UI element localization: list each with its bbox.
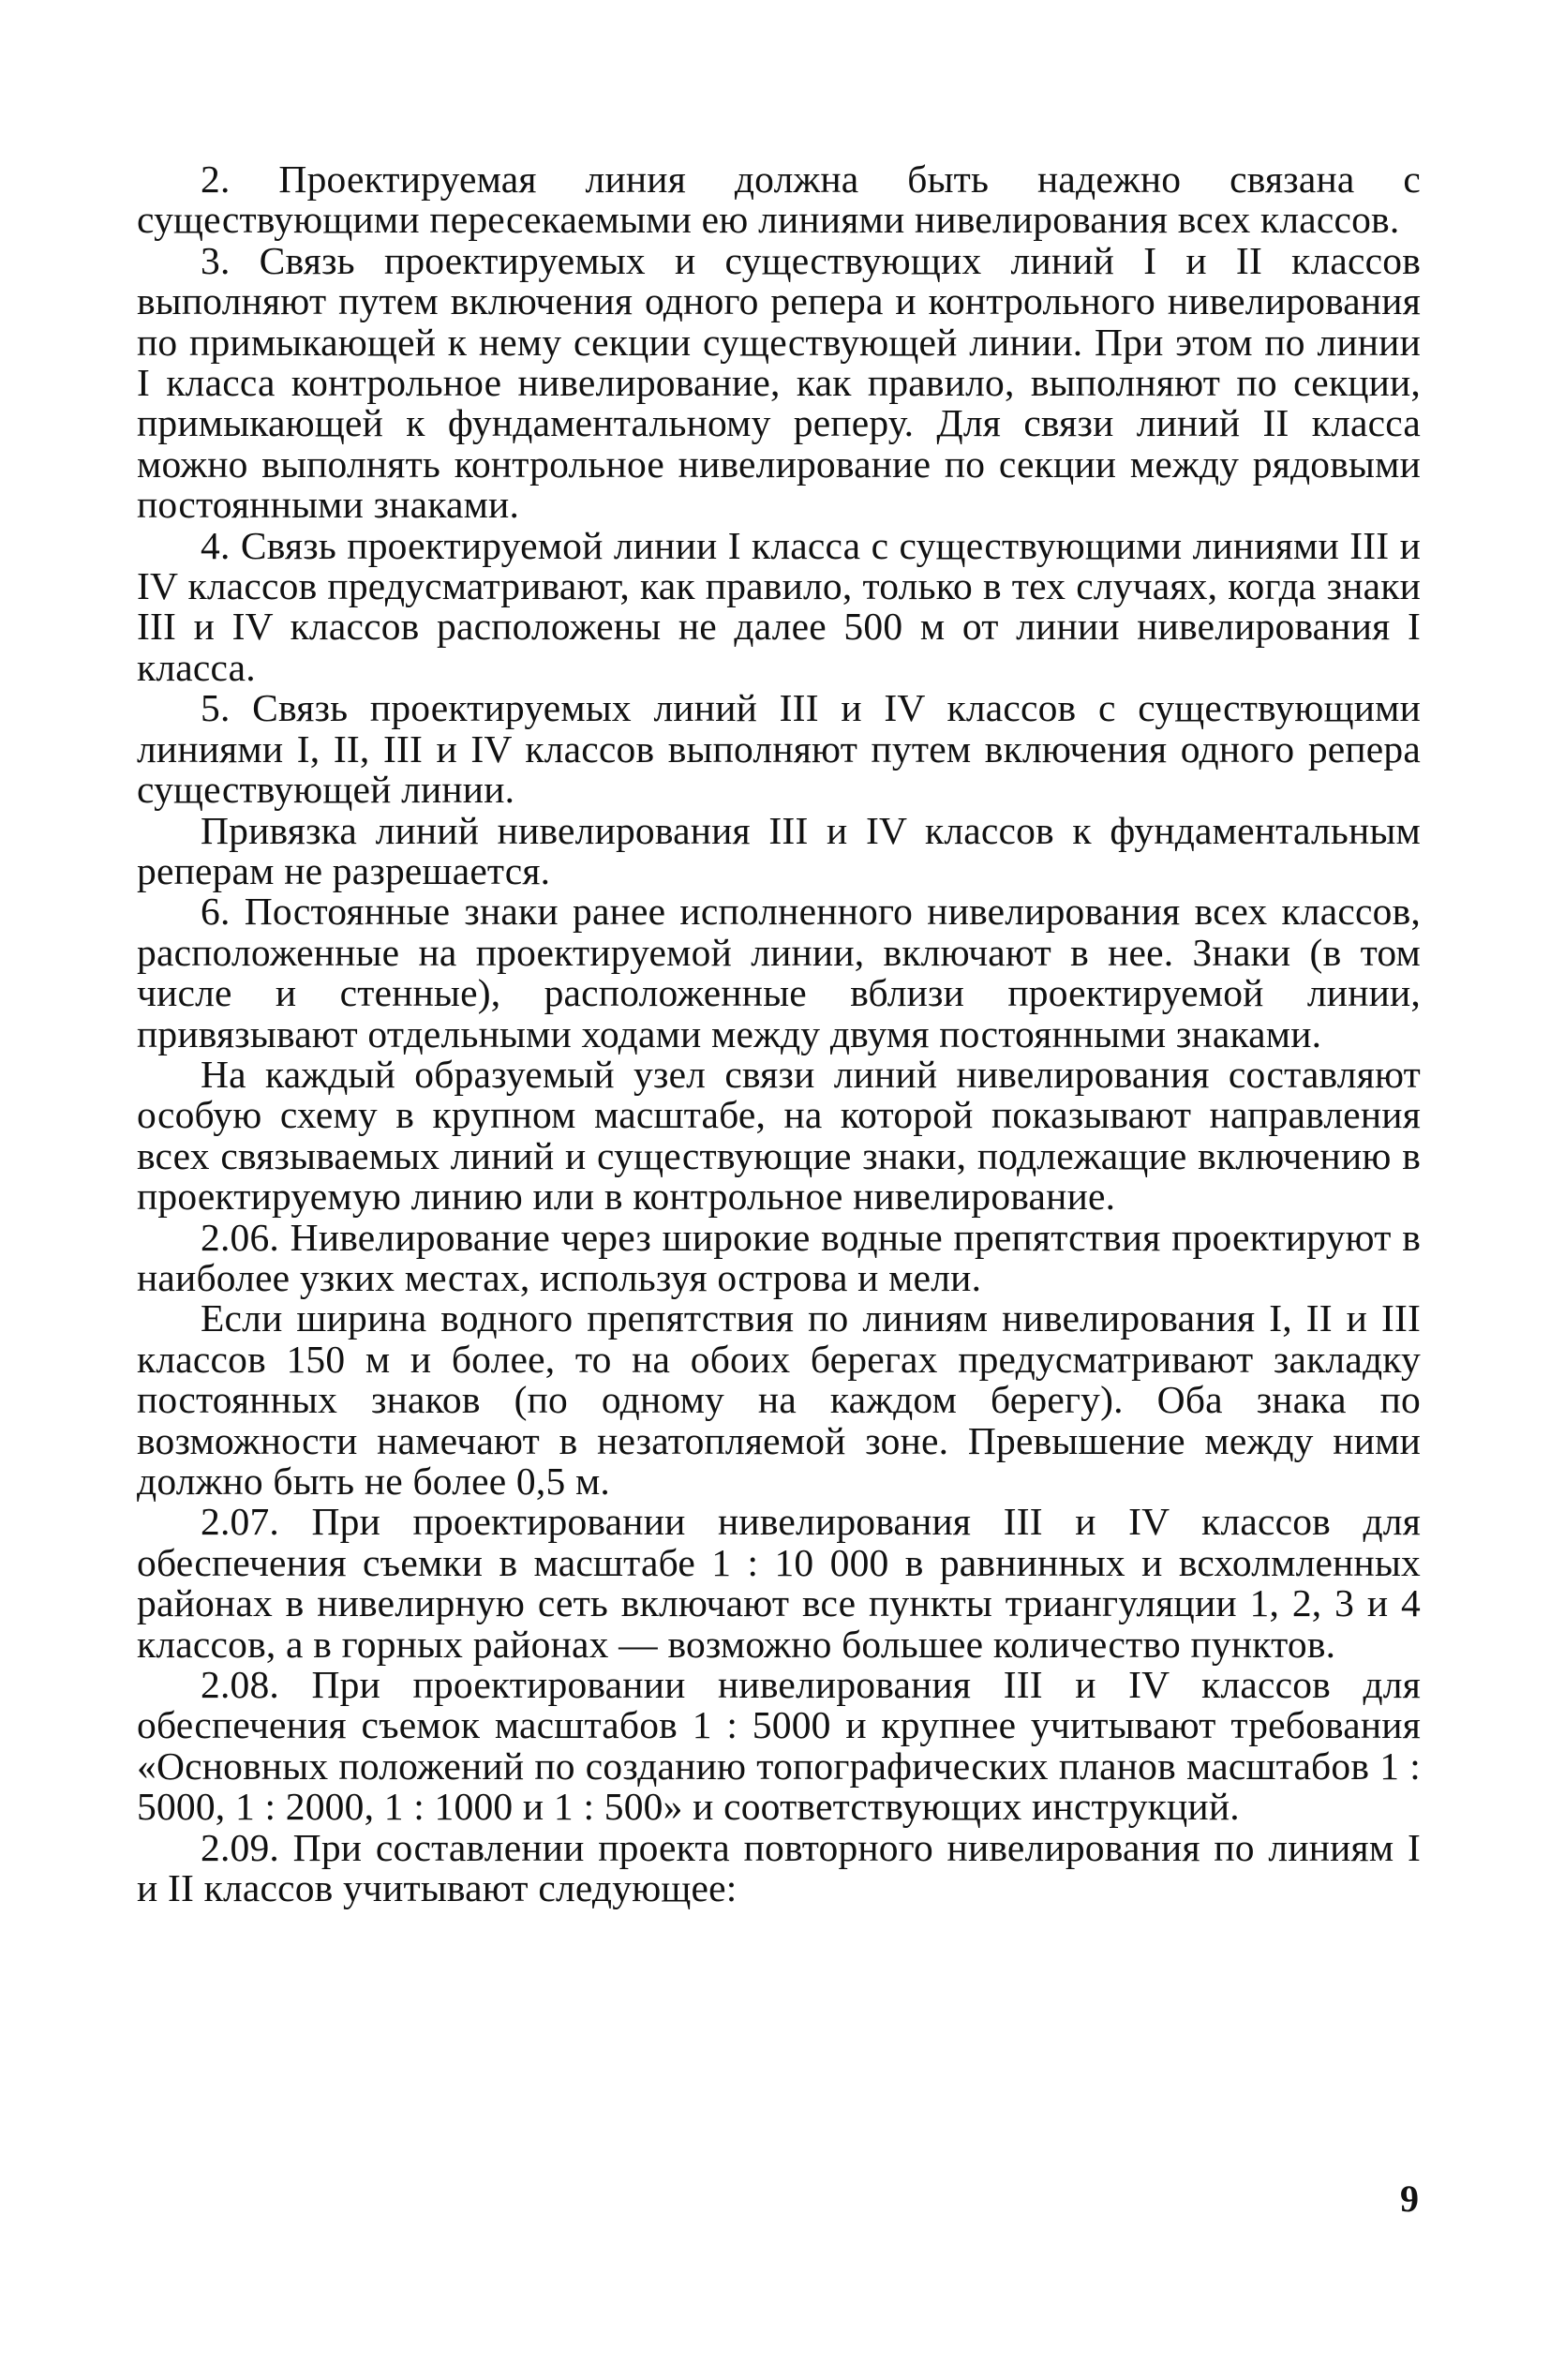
paragraph-linkage-class-1-2: 3. Связь проектируемых и существующих линий I и II классов выполняют путем включения одного репера и контрольного нивелирования по примыкающей к нему секции существующей линии. При этом по линии I класса контрольное нивелирование, как правило, выполняют по секции, примыкающей к фундаментальному реперу. Для связи линий II класса можно выполнять контрольное нивелирование по секции между рядовыми постоянными знаками.: [137, 238, 1421, 527]
paragraph-section-2-08: 2.08. При проектировании нивелирования III и IV классов для обеспечения съемок масштабов 1 : 5000 и крупнее учитывают требования «Основных положений по созданию топографических планов масштабов 1 : 5000, 1 : 2000, 1 : 1000 и 1 : 500» и соответствующих инструкций.: [137, 1663, 1421, 1829]
paragraph-node-scheme: На каждый образуемый узел связи линий нивелирования составляют особую схему в крупном масштабе, на которой показывают направления всех связываемых линий и существующие знаки, подлежащие включению в проектируемую линию или в контрольное нивелирование.: [137, 1052, 1421, 1219]
paragraph-linkage-class-3-4: 5. Связь проектируемых линий III и IV классов с существующими линиями I, II, III и IV классов выполняют путем включения одного репера существующей линии.: [137, 686, 1422, 812]
paragraph-section-2-07: 2.07. При проектировании нивелирования III и IV классов для обеспечения съемки в масштабе 1 : 10 000 в равнинных и всхолмленных районах в нивелирную сеть включают все пункты триангуляции 1, 2, 3 и 4 классов, а в горных районах — возможно большее количество пунктов.: [137, 1500, 1421, 1666]
page-body: [137, 159, 1421, 1908]
page-number: 9: [1400, 2178, 1419, 2220]
paragraph-section-2-09: 2.09. При составлении проекта повторного нивелирования по линиям I и II классов учитывают следующее:: [137, 1825, 1421, 1910]
paragraph-section-2-06: 2.06. Нивелирование через широкие водные препятствия проектируют в наиболее узких местах, используя острова и мели.: [137, 1215, 1421, 1299]
paragraph-permanent-marks: 6. Постоянные знаки ранее исполненного нивелирования всех классов, расположенные на проектируемой линии, включают в нее. Знаки (в том числе и стенные), расположенные вблизи проектируемой линии, привязывают отдельными ходами между двумя постоянными знаками.: [137, 890, 1421, 1055]
paragraph-linkage-existing: 2. Проектируемая линия должна быть надежно связана с существующими пересекаемыми ею линиями нивелирования всех классов.: [137, 157, 1421, 242]
paragraph-fundamental-benchmarks: Привязка линий нивелирования III и IV классов к фундаментальным реперам не разрешается.: [137, 808, 1421, 892]
paragraph-water-obstacle-width: Если ширина водного препятствия по линиям нивелирования I, II и III классов 150 м и более, то на обоих берегах предусматривают закладку постоянных знаков (по одному на каждом берегу). Оба знака по возможности намечают в незатопляемой зоне. Превышение между ними должно быть не более 0,5 м.: [137, 1296, 1421, 1503]
paragraph-linkage-class-1-with-3-4: 4. Связь проектируемой линии I класса с существующими линиями III и IV классов предусматривают, как правило, только в тех случаях, когда знаки III и IV классов расположены не далее 500 м от линии нивелирования I класса.: [137, 523, 1421, 689]
